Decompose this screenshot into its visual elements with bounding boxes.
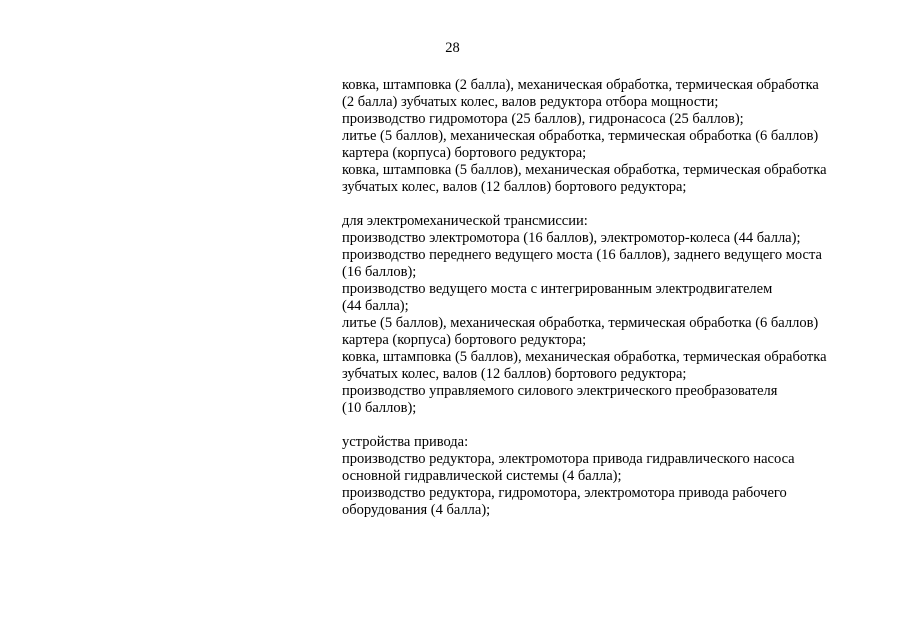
paragraph-block-electromechanical bbox=[342, 213, 862, 417]
text-line: ковка, штамповка (5 баллов), механическая обработка, термическая обработка bbox=[342, 349, 827, 365]
document-body bbox=[342, 77, 862, 536]
text-line: (2 балла) зубчатых колес, валов редуктора отбора мощности; bbox=[342, 94, 719, 110]
text-line: производство управляемого силового электрического преобразователя bbox=[342, 383, 778, 399]
text-line: литье (5 баллов), механическая обработка, термическая обработка (6 баллов) bbox=[342, 315, 819, 331]
text-line: производство гидромотора (25 баллов), гидронасоса (25 баллов); bbox=[342, 111, 744, 127]
text-line: производство редуктора, электромотора привода гидравлического насоса bbox=[342, 451, 795, 467]
text-line: картера (корпуса) бортового редуктора; bbox=[342, 145, 587, 161]
text-line: (16 баллов); bbox=[342, 264, 417, 280]
text-line: ковка, штамповка (2 балла), механическая обработка, термическая обработка bbox=[342, 77, 819, 93]
section-heading: устройства привода: bbox=[342, 434, 469, 450]
paragraph-block-drive-devices bbox=[342, 434, 862, 519]
text-line: зубчатых колес, валов (12 баллов) бортового редуктора; bbox=[342, 366, 687, 382]
text-line: производство ведущего моста с интегрированным электродвигателем bbox=[342, 281, 773, 297]
text-line: основной гидравлической системы (4 балла); bbox=[342, 468, 622, 484]
text-line: картера (корпуса) бортового редуктора; bbox=[342, 332, 587, 348]
text-line: производство электромотора (16 баллов), электромотор-колеса (44 балла); bbox=[342, 230, 801, 246]
paragraph-block-hydromechanical bbox=[342, 77, 862, 196]
text-line: (44 балла); bbox=[342, 298, 409, 314]
page-number: 28 bbox=[445, 40, 460, 56]
text-line: литье (5 баллов), механическая обработка, термическая обработка (6 баллов) bbox=[342, 128, 819, 144]
text-line: производство редуктора, гидромотора, электромотора привода рабочего bbox=[342, 485, 787, 501]
text-line: производство переднего ведущего моста (16 баллов), заднего ведущего моста bbox=[342, 247, 822, 263]
text-line: зубчатых колес, валов (12 баллов) бортового редуктора; bbox=[342, 179, 687, 195]
text-line: оборудования (4 балла); bbox=[342, 502, 491, 518]
text-line: (10 баллов); bbox=[342, 400, 417, 416]
text-line: ковка, штамповка (5 баллов), механическая обработка, термическая обработка bbox=[342, 162, 827, 178]
section-heading: для электромеханической трансмиссии: bbox=[342, 213, 588, 229]
